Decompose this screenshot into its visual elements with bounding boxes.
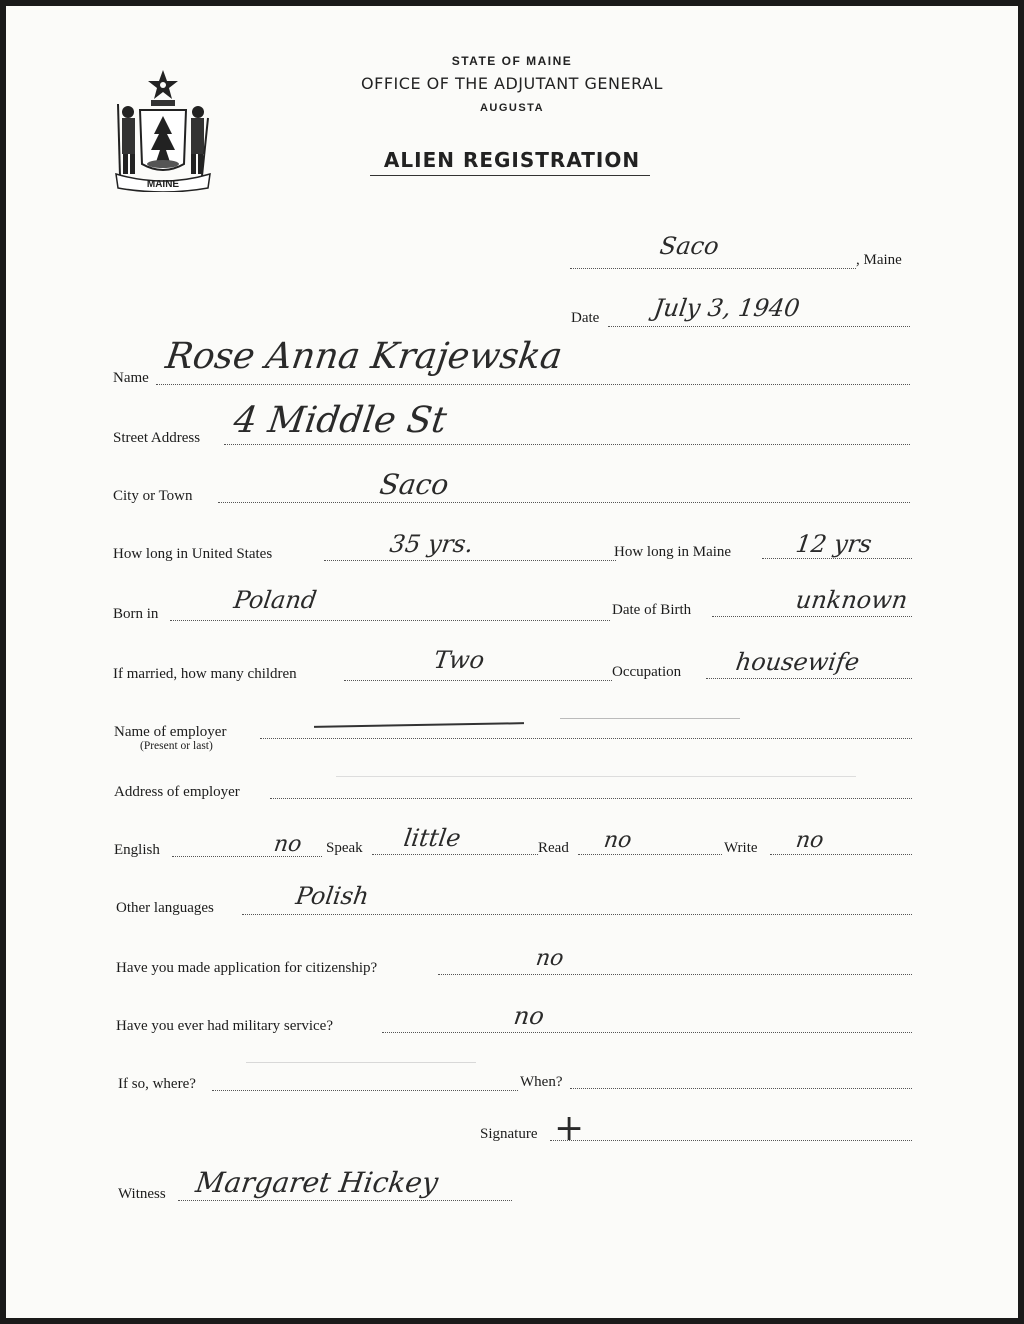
how-long-us-line — [324, 560, 616, 561]
born-in-value: Poland — [232, 586, 319, 614]
date-label: Date — [571, 310, 600, 326]
when-label: When? — [520, 1074, 563, 1090]
town-value: Saco — [658, 232, 721, 260]
signature-line — [550, 1140, 912, 1141]
how-long-us-label: How long in United States — [113, 546, 273, 562]
town-line — [570, 268, 856, 269]
witness-value: Margaret Hickey — [193, 1166, 441, 1199]
write-label: Write — [724, 840, 758, 856]
write-value: no — [794, 828, 826, 853]
employer-name-faint-dash — [560, 718, 740, 719]
citizenship-label: Have you made application for citizenship? — [116, 960, 378, 976]
children-label: If married, how many children — [113, 666, 297, 682]
speak-label: Speak — [326, 840, 363, 856]
signature-label: Signature — [480, 1126, 538, 1142]
children-value: Two — [432, 646, 487, 674]
name-line — [156, 384, 910, 385]
how-long-us-value: 35 yrs. — [388, 530, 476, 558]
speak-line — [372, 854, 538, 855]
maine-label: , Maine — [856, 252, 902, 268]
read-label: Read — [538, 840, 569, 856]
header-office: OFFICE OF THE ADJUTANT GENERAL — [361, 74, 663, 93]
date-line — [608, 326, 910, 327]
city-value: Saco — [377, 468, 451, 501]
date-of-birth-line — [712, 616, 912, 617]
city-label: City or Town — [113, 488, 193, 504]
date-value: July 3, 1940 — [652, 294, 802, 322]
other-languages-line — [242, 914, 912, 915]
citizenship-line — [438, 974, 912, 975]
employer-name-dash — [314, 722, 524, 728]
employer-name-line — [260, 738, 912, 739]
form-title: ALIEN REGISTRATION — [383, 148, 641, 172]
employer-name-note: (Present or last) — [140, 740, 213, 752]
born-in-line — [170, 620, 610, 621]
occupation-line — [706, 678, 912, 679]
employer-address-faint-dash — [336, 776, 856, 777]
where-faint-dash — [246, 1062, 476, 1063]
occupation-value: housewife — [734, 648, 862, 676]
witness-line — [178, 1200, 512, 1201]
if-so-where-line — [212, 1090, 518, 1091]
how-long-maine-line — [762, 558, 912, 559]
military-line — [382, 1032, 912, 1033]
write-line — [770, 854, 912, 855]
title-underline — [370, 175, 650, 176]
english-label: English — [114, 842, 160, 858]
citizenship-value: no — [534, 946, 566, 971]
english-value: no — [272, 832, 304, 857]
military-value: no — [512, 1002, 546, 1030]
employer-name-label: Name of employer — [114, 724, 227, 740]
name-value: Rose Anna Krajewska — [163, 336, 565, 377]
header-city: AUGUSTA — [479, 102, 545, 114]
occupation-label: Occupation — [612, 664, 682, 680]
city-line — [218, 502, 910, 503]
header-state: STATE OF MAINE — [451, 54, 573, 68]
signature-mark: + — [554, 1108, 585, 1149]
street-address-value: 4 Middle St — [231, 400, 450, 441]
how-long-maine-label: How long in Maine — [614, 544, 732, 560]
read-line — [578, 854, 722, 855]
registration-form — [6, 6, 1018, 1318]
date-of-birth-label: Date of Birth — [612, 602, 692, 618]
children-line — [344, 680, 612, 681]
street-address-label: Street Address — [113, 430, 201, 446]
if-so-where-label: If so, where? — [118, 1076, 196, 1092]
svg-text:MAINE: MAINE — [146, 179, 180, 190]
witness-label: Witness — [118, 1186, 166, 1202]
other-languages-value: Polish — [294, 882, 371, 910]
employer-address-line — [270, 798, 912, 799]
name-label: Name — [113, 370, 149, 386]
street-address-line — [224, 444, 910, 445]
when-line — [570, 1088, 912, 1089]
how-long-maine-value: 12 yrs — [794, 530, 874, 558]
military-label: Have you ever had military service? — [116, 1018, 333, 1034]
read-value: no — [602, 828, 634, 853]
other-languages-label: Other languages — [116, 900, 214, 916]
speak-value: little — [402, 824, 463, 852]
born-in-label: Born in — [113, 606, 159, 622]
date-of-birth-value: unknown — [794, 586, 910, 614]
employer-address-label: Address of employer — [114, 784, 240, 800]
